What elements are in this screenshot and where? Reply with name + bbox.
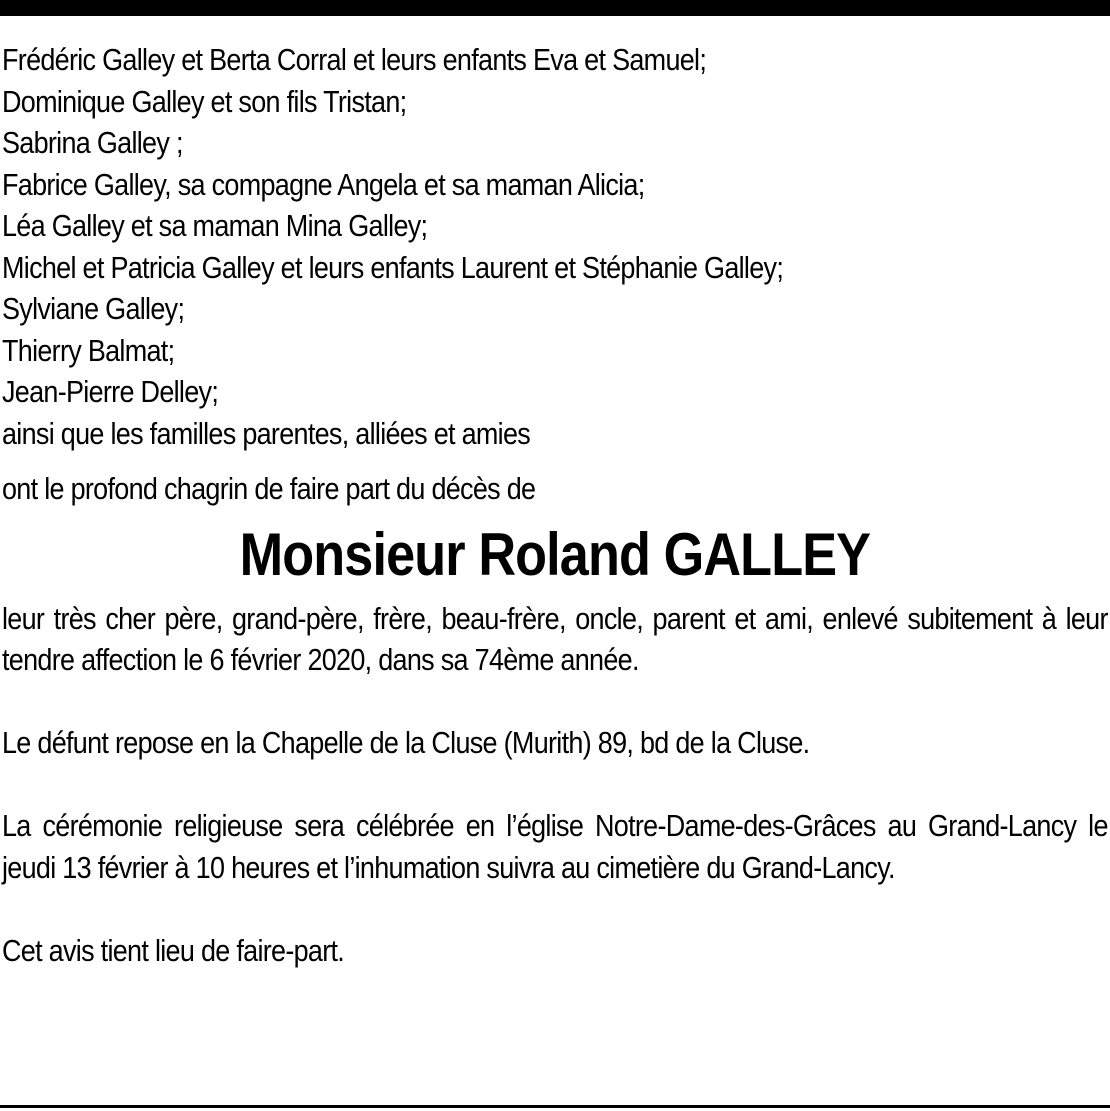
death-notice-body [2, 39, 1108, 971]
ceremony-paragraph: La cérémonie religieuse sera célébrée en l’église Notre-Dame-des-Grâces au Grand-Lancy le jeudi 13 février à 10 heures et l’inhumation suivra au cimetière du Grand-Lancy. [2, 808, 1108, 885]
deceased-name: Monsieur Roland GALLEY [239, 520, 871, 588]
family-line: Léa Galley et sa maman Mina Galley; [2, 208, 428, 243]
death-notice [2, 39, 1108, 971]
announcement-intro: ont le profond chagrin de faire part du décès de [2, 471, 536, 506]
family-line: Dominique Galley et son fils Tristan; [2, 83, 407, 119]
resting-place-paragraph: Le défunt repose en la Chapelle de la Cluse (Murith) 89, bd de la Cluse. [2, 725, 810, 760]
family-line: Sabrina Galley ; [2, 125, 183, 160]
family-list [2, 39, 1108, 454]
family-line: ainsi que les familles parentes, alliées et amies [2, 415, 531, 451]
family-line: Michel et Patricia Galley et leurs enfants Laurent et Stéphanie Galley; [2, 249, 784, 285]
family-line: Thierry Balmat; [2, 332, 175, 368]
relationship-paragraph: leur très cher père, grand-père, frère, beau-frère, oncle, parent et ami, enlevé subitement à leur tendre affection le 6 février 2020, dans sa 74ème année. [2, 600, 1108, 677]
family-line: Jean-Pierre Delley; [2, 374, 219, 409]
family-line: Frédéric Galley et Berta Corral et leurs enfants Eva et Samuel; [2, 42, 707, 77]
top-border-rule [0, 0, 1110, 16]
bottom-border-rule [0, 1105, 1110, 1108]
family-line: Sylviane Galley; [2, 291, 185, 326]
closing-note: Cet avis tient lieu de faire-part. [2, 932, 345, 968]
family-line: Fabrice Galley, sa compagne Angela et sa maman Alicia; [2, 166, 645, 202]
